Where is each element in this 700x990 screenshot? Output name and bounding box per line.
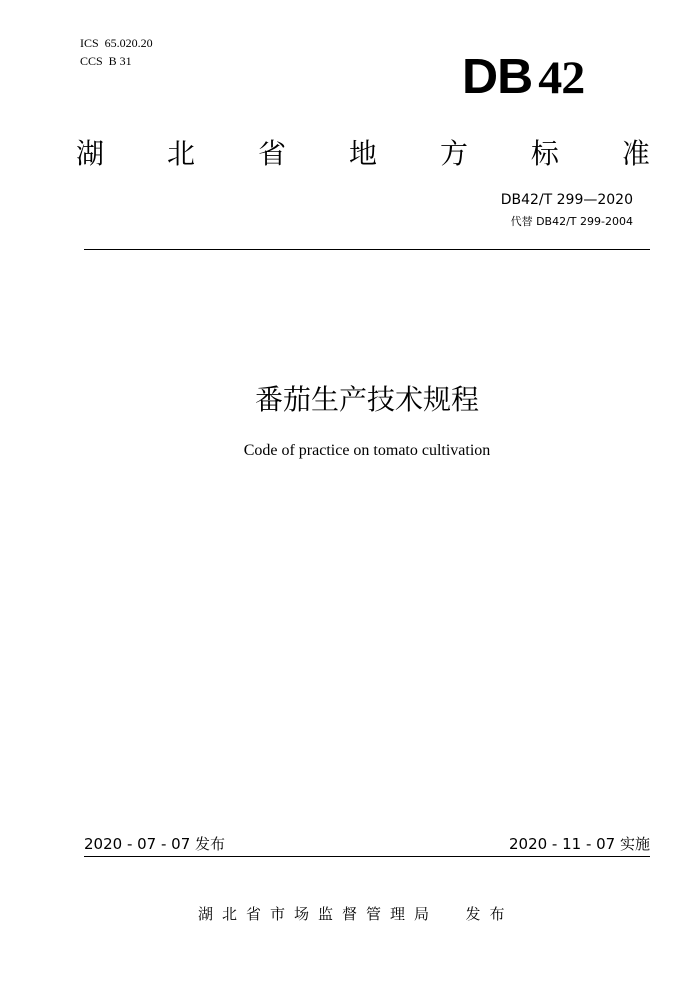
logo-number: 42 [538, 52, 585, 104]
replaces-note: 代替 DB42/T 299-2004 [510, 215, 633, 228]
standard-type-heading [76, 134, 650, 174]
standard-type-char: 标 [530, 137, 559, 170]
top-divider [84, 249, 650, 250]
standard-type-char: 省 [257, 137, 286, 170]
standard-type-char: 北 [166, 137, 195, 170]
logo-letters: DB [462, 49, 533, 104]
standard-type-char: 方 [439, 137, 468, 170]
bottom-divider [84, 856, 650, 857]
document-title-english: Code of practice on tomato cultivation [243, 442, 491, 459]
publisher: 湖北省市场监督管理局 发布 [198, 905, 514, 923]
document-title-chinese: 番茄生产技术规程 [254, 383, 479, 416]
standard-type-char: 地 [348, 137, 377, 170]
standard-type-char: 准 [621, 137, 650, 170]
ccs-code: CCS B 31 [80, 54, 132, 68]
standard-number: DB42/T 299—2020 [500, 192, 633, 208]
issue-date: 2020 - 07 - 07 发布 [84, 835, 226, 853]
db-logo [462, 49, 585, 104]
ics-code: ICS 65.020.20 [80, 36, 153, 50]
standard-type-char: 湖 [76, 137, 105, 170]
classification-codes [80, 34, 153, 70]
implementation-date: 2020 - 11 - 07 实施 [508, 835, 650, 853]
